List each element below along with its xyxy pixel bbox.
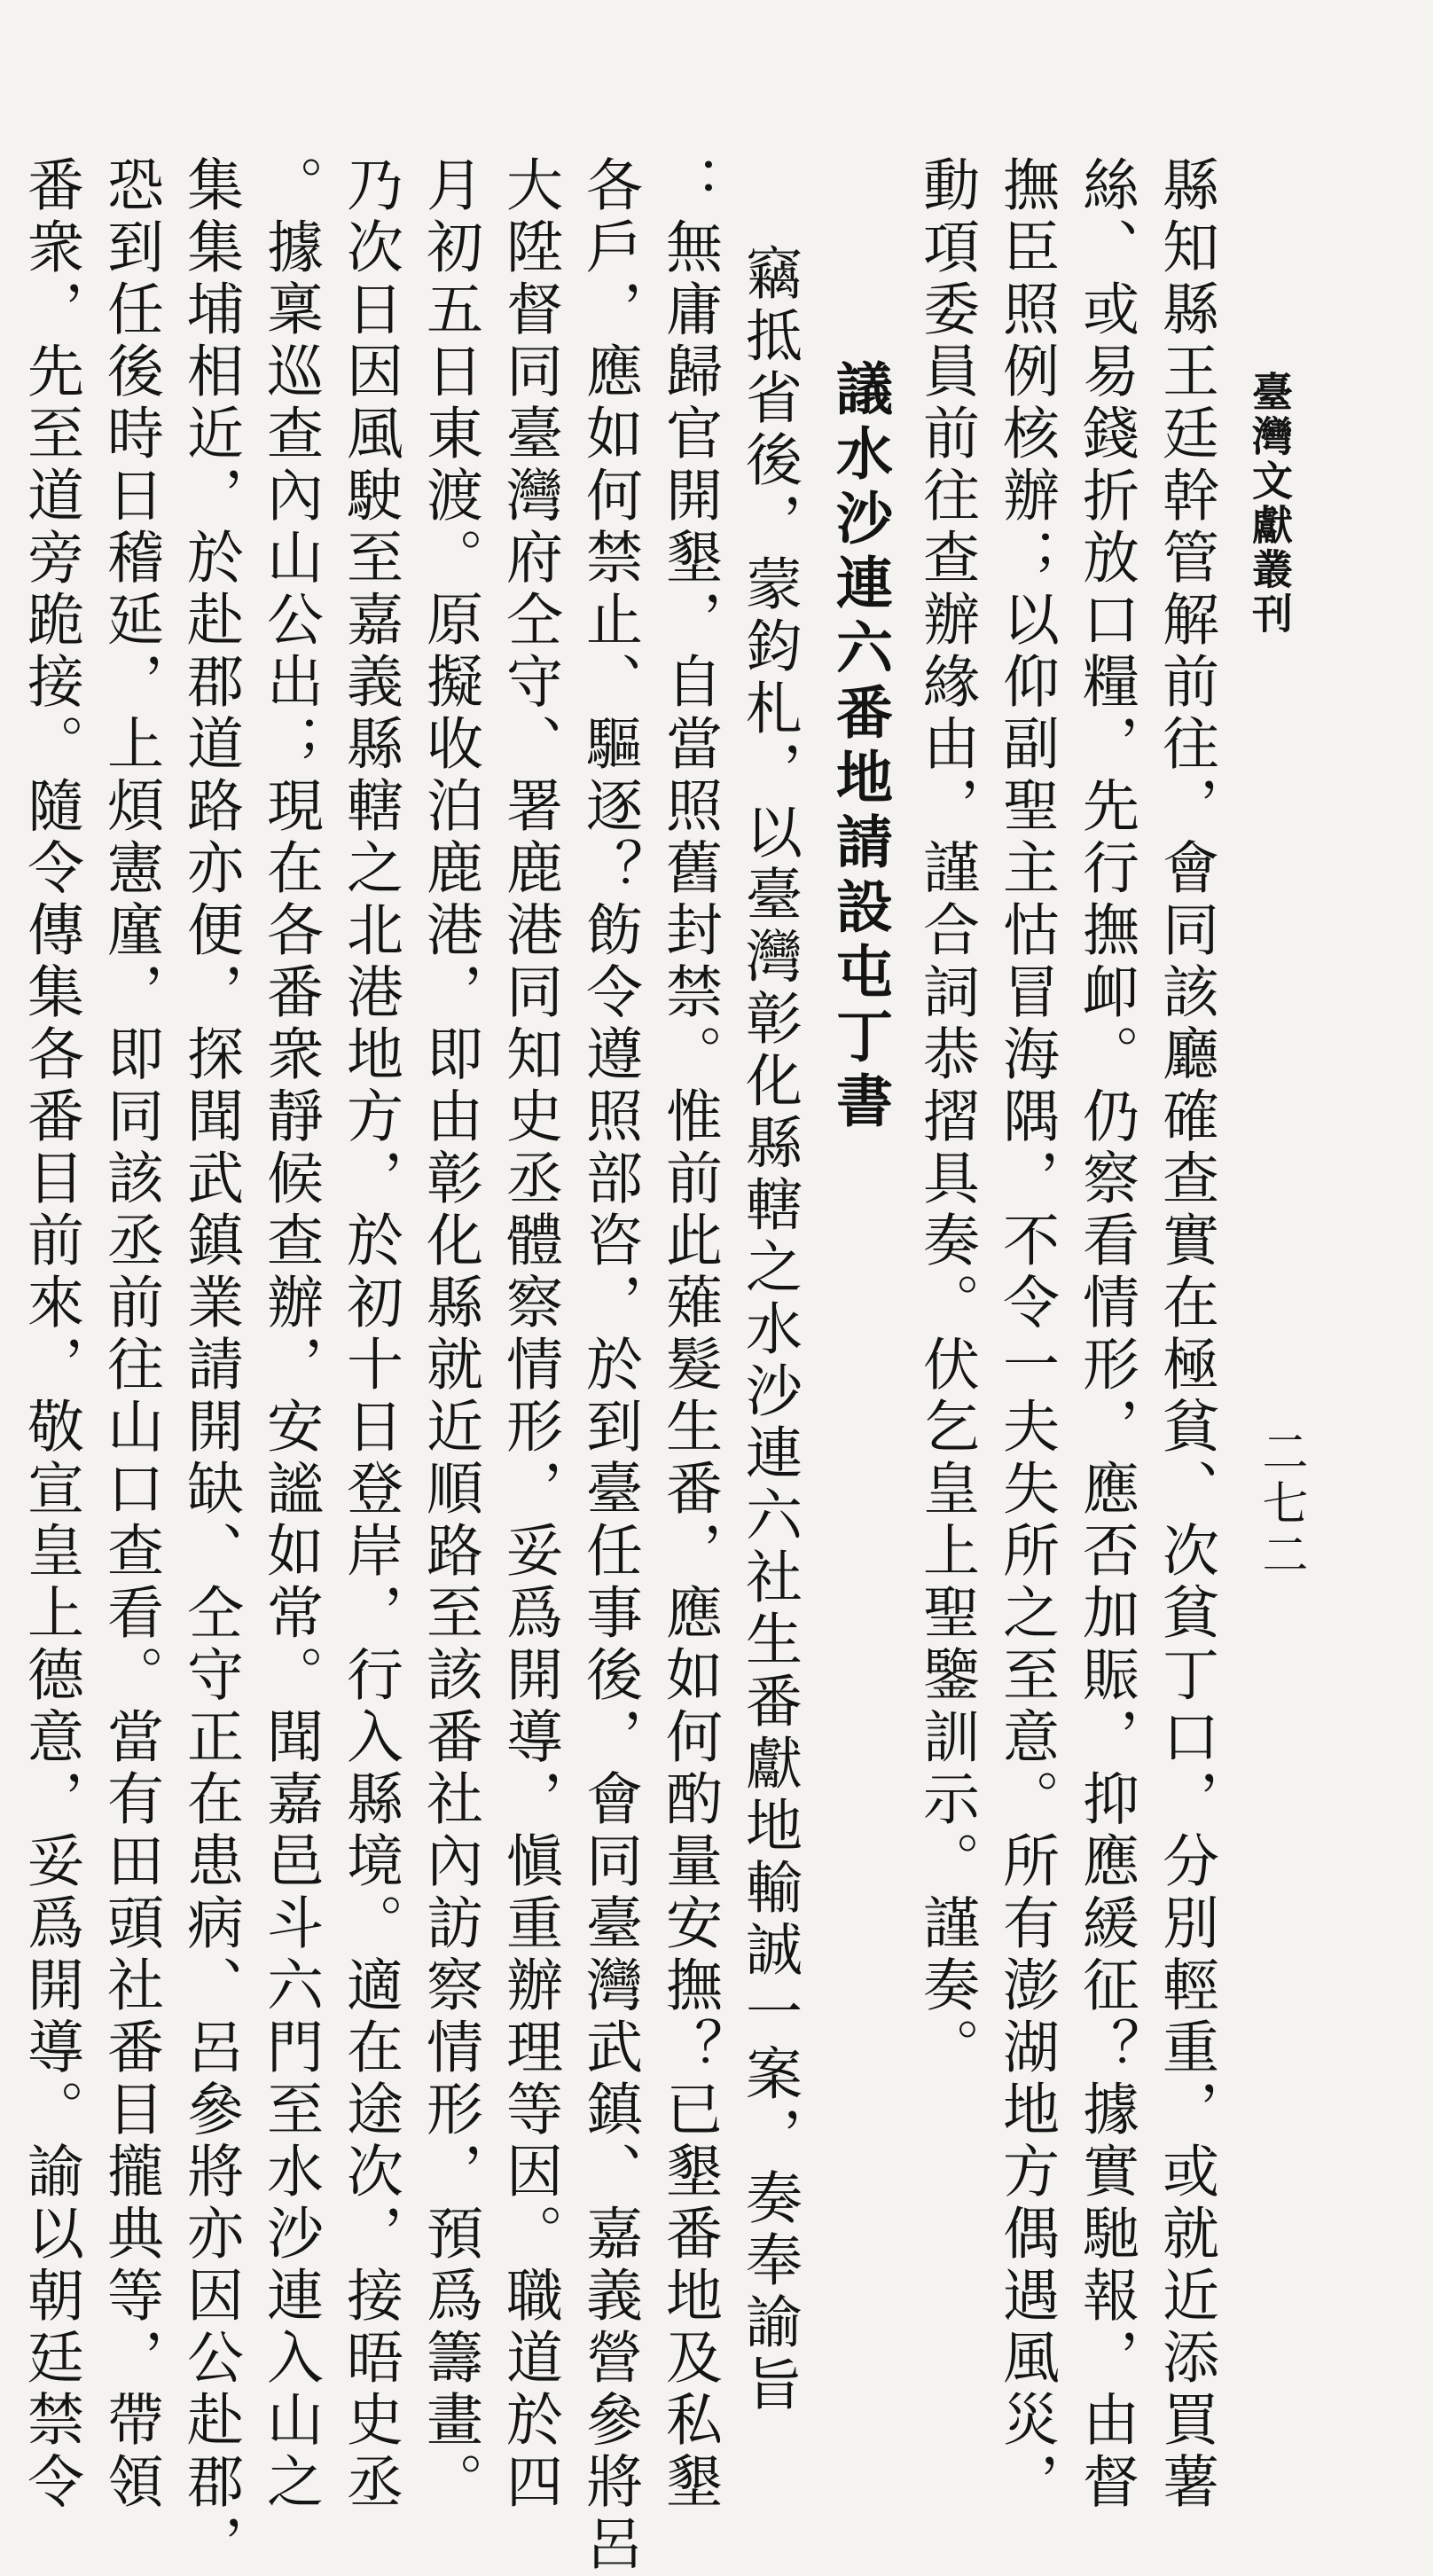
text-column: 大陞督同臺灣府仝守、署鹿港同知史丞體察情形，妥爲開導，愼重辦理等因。職道於四: [497, 155, 562, 2514]
running-head: 臺灣文獻叢刊: [1246, 371, 1294, 637]
text-column: 乃次日因風駛至嘉義縣轄之北港地方，於初十日登岸，行入縣境。適在途次，接晤史丞: [337, 155, 403, 2514]
text-column: 撫臣照例核辦；以仰副聖主怙冒海隅，不令一夫失所之至意。所有澎湖地方偶遇風災，: [993, 155, 1059, 2514]
text-column: 各戶，應如何禁止、驅逐？飭令遵照部咨，於到臺任事後，會同臺灣武鎮、嘉義營參將呂: [576, 155, 642, 2576]
text-column: 縣知縣王廷幹管解前往，會同該廳確查實在極貧、次貧丁口，分別輕重，或就近添買薯: [1153, 155, 1218, 2514]
text-column: 集集埔相近，於赴郡道路亦便，探聞武鎮業請開缺、仝守正在患病、呂參將亦因公赴郡，: [177, 155, 243, 2576]
text-column: 竊抵省後，蒙鈞札，以臺灣彰化縣轄之水沙連六社生番獻地輸誠一案，奏奉諭旨: [736, 244, 802, 2416]
text-column: 。據稟巡查內山公出；現在各番衆靜候查辦，安謐如常。聞嘉邑斗六門至水沙連入山之: [257, 155, 323, 2514]
text-column: 動項委員前往查辦緣由，謹合詞恭摺具奏。伏乞皇上聖鑒訓示。謹奏。: [913, 155, 979, 2079]
section-title: 議水沙連六番地請設屯丁書: [826, 359, 893, 1136]
text-column: 番衆，先至道旁跪接。隨令傳集各番目前來，敬宣皇上德意，妥爲開導。諭以朝廷禁令: [18, 155, 83, 2514]
page-number: 二七二: [1254, 1428, 1307, 1582]
text-column: 月初五日東渡。原擬收泊鹿港，即由彰化縣就近順路至該番社內訪察情形，預爲籌畫。: [417, 155, 482, 2514]
text-column: 恐到任後時日稽延，上煩憲廑，即同該丞前往山口查看。當有田頭社番目攏典等，帶領: [98, 155, 163, 2514]
text-column: ：無庸歸官開墾，自當照舊封禁。惟前此薙髮生番，應如何酌量安撫？已墾番地及私墾: [656, 155, 722, 2514]
text-column: 絲、或易錢折放口糧，先行撫卹。仍察看情形，應否加賑，抑應緩征？據實馳報，由督: [1073, 155, 1139, 2514]
